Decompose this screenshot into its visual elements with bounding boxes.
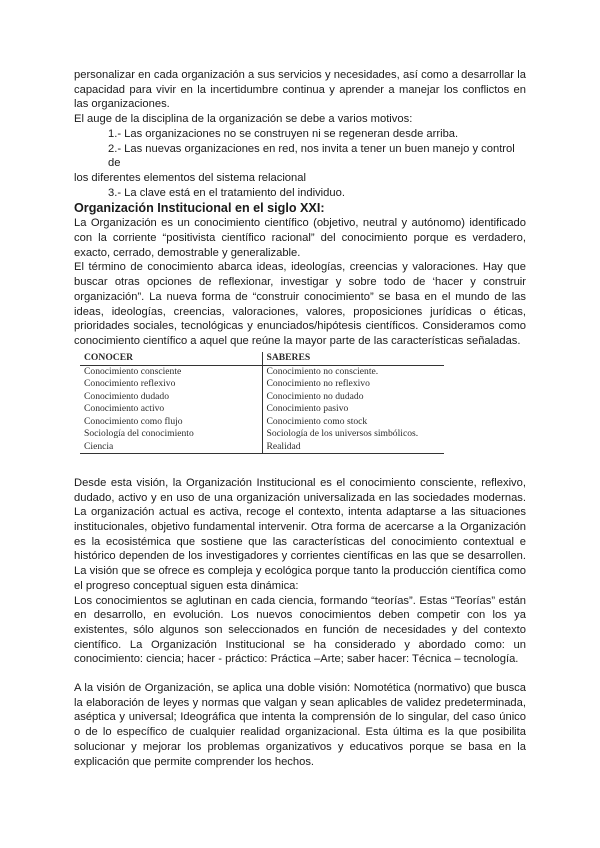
table-header-conocer: CONOCER — [80, 352, 262, 366]
table-cell: Realidad — [262, 441, 444, 454]
table-cell: Sociología de los universos simbólicos. — [266, 428, 419, 440]
document-page — [74, 68, 526, 769]
paragraph-motives: El auge de la disciplina de la organización se debe a varios motivos: — [74, 113, 413, 126]
table-row — [80, 403, 444, 415]
table-header-saberes: SABERES — [262, 352, 444, 366]
table-row — [80, 428, 444, 440]
table-cell: Conocimiento pasivo — [266, 403, 349, 415]
table-row — [80, 378, 444, 390]
paragraph-double-vision: A la visión de Organización, se aplica una doble visión: Nomotética (normativo) que busca la elaboración de leyes y normas que valgan y sean aplicables de validez predeterminada, aséptica y universal; Ideográfica que intenta la comprensión de lo singular, del caso único o de lo específico de cualquier realidad organizacional. Esta última es la que posibilita solucionar y mejorar los problemas organizativos y educativos porque se basa en la explicación que permite comprender los hechos. — [74, 682, 526, 768]
paragraph-knowledge-term: El término de conocimiento abarca ideas, ideologías, creencias y valoraciones. Hay que buscar otras opciones de reflexionar, investigar y sobre todo de ‘hacer y construir organización”. La nueva forma de “construir conocimiento” se basa en el mundo de las ideas, ideologías, creencias, valoraciones, valores, proposiciones jurídicas o éticas, prioridades sociales, tecnológicas y enunciados/hipótesis científicos. Consideramos como conocimiento científico a aquel que reúne la mayor parte de las características señaladas. — [74, 261, 526, 347]
table-cell: Conocimiento no consciente. — [266, 366, 379, 378]
section-heading: Organización Institucional en el siglo XXI: — [74, 201, 325, 216]
table-cell: Ciencia — [80, 441, 262, 454]
table-cell: Conocimiento como stock — [266, 415, 368, 427]
table-cell: Conocimiento reflexivo — [80, 378, 262, 390]
motive-2: 2.- Las nuevas organizaciones en red, nos invita a tener un buen manejo y control de — [108, 142, 515, 170]
table-cell: Conocimiento dudado — [80, 391, 262, 403]
table-cell: Conocimiento como flujo — [80, 416, 262, 428]
table-cell: Conocimiento consciente — [80, 366, 262, 379]
motive-3: 3.- La clave está en el tratamiento del individuo. — [108, 186, 345, 199]
table-cell: Sociología del conocimiento — [80, 428, 262, 440]
motive-2-continued: los diferentes elementos del sistema relacional — [74, 171, 306, 184]
table-row — [80, 441, 444, 454]
table-row — [80, 366, 444, 379]
paragraph-intro: personalizar en cada organización a sus servicios y necesidades, así como a desarrollar la capacidad para vivir en la incertidumbre continua y aprender a manejar los conflictos en las organizaciones. — [74, 69, 526, 111]
table-cell: Conocimiento activo — [80, 403, 262, 415]
paragraph-organization-science: La Organización es un conocimiento científico (objetivo, neutral y autónomo) identificado con la corriente “positivista científico racional” del conocimiento porque es verdadero, exacto, cerrado, demostrable y generalizable. — [74, 217, 526, 259]
motive-1: 1.- Las organizaciones no se construyen ni se regeneran desde arriba. — [108, 127, 459, 140]
paragraph-institutional-vision: Desde esta visión, la Organización Institucional es el conocimiento consciente, reflexivo, dudado, activo y en uso de una organización universalizada en las sociedades modernas. La organización actual es activa, recoge el contexto, intenta adaptarse a las situaciones institucionales, objetivo fundamental intervenir. Otra forma de acercarse a la Organización es la ecosistémica que sostiene que las características del conocimiento contextual e histórico dependen de los investigadores y corrientes científicas en las que se desarrollen. La visión que se ofrece es compleja y ecológica porque tanto la producción científica como el progreso conceptual siguen esta dinámica: — [74, 476, 526, 592]
table-row — [80, 416, 444, 428]
paragraph-theories: Los conocimientos se aglutinan en cada ciencia, formando “teorías”. Estas “Teorías” están en desarrollo, en evolución. Los nuevos conocimientos deben competir con los ya existentes, sólo algunos son seleccionados en función de necesidades y del contexto científico. La Organización Institucional se ha considerado y abordado como: un conocimiento: ciencia; hacer - práctico: Práctica –Arte; saber hacer: Técnica – tecnología. — [74, 594, 526, 666]
table-cell: Conocimiento no reflexivo — [266, 378, 370, 390]
table-cell: Conocimiento no dudado — [266, 390, 364, 402]
table-row — [80, 391, 444, 403]
comparison-table — [80, 352, 444, 454]
